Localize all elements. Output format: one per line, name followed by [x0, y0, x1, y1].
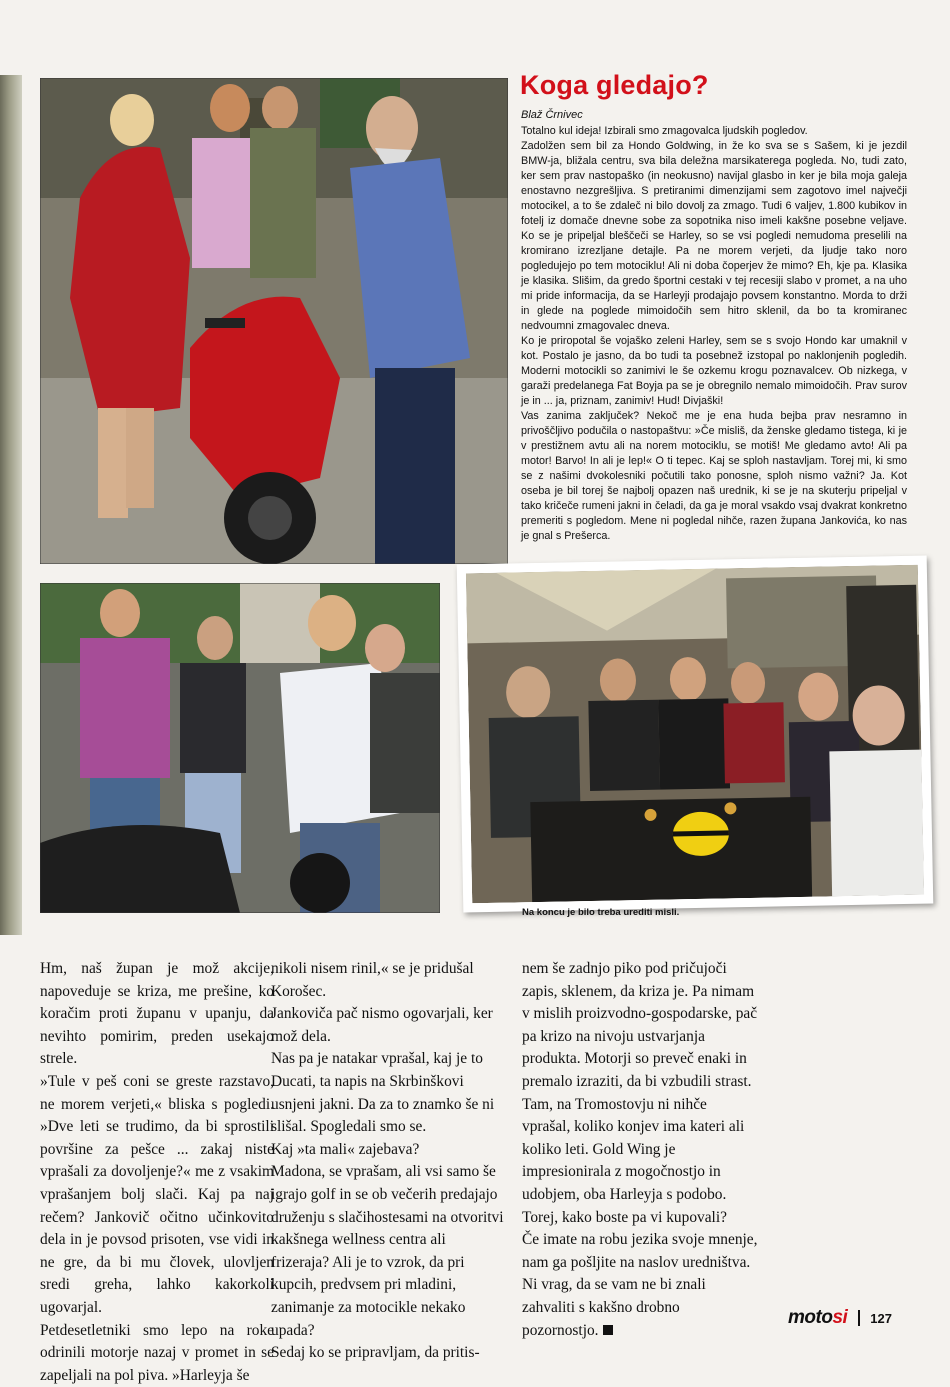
body-paragraph: Sedaj ko se pripravljam, da pritis- [271, 1342, 505, 1365]
body-paragraph: Kaj »ta mali« zajebava? [271, 1139, 505, 1162]
body-paragraph: Nas pa je natakar vprašal, kaj je to Ducati, ta napis na Skrbinškovi usnjeni jakni. Da za to znamko še ni slišal. Spogledali smo se. [271, 1048, 505, 1138]
byline: Blaž Črnivec [521, 109, 583, 121]
body-paragraph: Jankoviča pač nismo ogovarjali, ker mož dela. [271, 1003, 505, 1048]
sidebar-text [521, 124, 907, 544]
body-paragraph: Petdesetletniki smo lepo na roke odrinili motorje nazaj v promet in se zapeljali na pol piva. »Harleyja še [40, 1320, 274, 1387]
body-paragraph: Hm, naš župan je mož akcije, napoveduje se kriza, me prešine, ko koračim proti županu v upanju, da nevihto pomirim, preden usekajo strele. [40, 958, 274, 1071]
sidebar-paragraph: Vas zanima zaključek? Nekoč me je ena huda bejba prav nesramno in privoščljivo podučila o nastopaštvu: »Če misliš, da ženske gledamo tistega, ki je v prestižnem avtu ali na norem motociklu, se motiš! Me gledamo avto! Ali pa motor! Barvo! In ali je lep!« O ti tepec. Kaj se sploh nastavljam. Torej mi, ki smo se z našimi dvokolesniki počutili tako ponosne, sploh nismo važni? Ja. Kot oseba je bil torej še najbolj opazen naš urednik, ki se je na skuterju pripeljal v tako kričeče rumeni jakni in čeladi, da ga je moral vsakdo vsaj dvakrat konkretno premeriti s pogledom. Mene ni pogledal nihče, razen župana Jankovića, ko nas je gnal s Prešerca. [521, 409, 907, 544]
logo-accent: si [832, 1307, 847, 1328]
magazine-logo [788, 1307, 847, 1329]
body-column-3 [522, 958, 758, 1342]
photo-red-motorcycle-crowd [40, 78, 508, 564]
body-paragraph: Madona, se vprašam, ali vsi samo še igrajo golf in se ob večerih predajajo druženju s slačihostesami na otvoritvi kakšnega wellness centra ali frizeraja? Ali je to vzrok, da pri kupcih, predvsem pri mladini, zanimanje za motocikle nekako upada? [271, 1161, 505, 1342]
body-paragraph: nem še zadnjo piko pod pričujoči zapis, sklenem, da kriza je. Pa nimam v mislih proizvodno-gospodarske, pač pa krizo na nivoju ustvarjanja produkta. Motorji so preveč enaki in premalo izraziti, da bi vzbudili strast. Tam, na Tromostovju ni nihče vprašal, koliko konjev ima kateri ali koliko leti. Gold Wing je impresionirala z mogočnostjo in udobjem, oba Harleyja s podobo. [522, 958, 758, 1207]
body-paragraph: Torej, kako boste pa vi kupovali? [522, 1207, 758, 1230]
article-headline: Koga gledajo? [520, 70, 709, 101]
sidebar-paragraph: Ko je priropotal še vojaško zeleni Harley, sem se s svojo Hondo kar umaknil v kot. Postalo je jasno, da bo tudi ta posebnež izstopal po naklonjenih pogledih. Moderni motocikli so zanimivi le še ozkemu krogu poznavalcev. Ob nizkega, v garaži predelanega Fat Boyja pa se je obregnilo nemalo mimoidočih. Prav surov je in ... ja, priznam, zanimiv! Hud! Divjaški! [521, 334, 907, 409]
photo-cafe-table-bikers [457, 556, 934, 913]
page-footer [788, 1305, 892, 1331]
body-paragraph: »Tule v peš coni se greste razstavo, ne morem verjeti,« bliska s pogledi. »Dve leti se trudimo, da bi sprostili površine za pešce ... zakaj niste vprašali za dovoljenje?« me z vsakim vprašanjem bolj slači. Kaj pa naj rečem? Jankovič očitno učinkovito dela in je povsod prisoten, vse vidi in ne gre, da bi mu človek, ulovljen sredi greha, lahko kakorkoli ugovarjal. [40, 1071, 274, 1320]
page-number: 127 [870, 1311, 892, 1326]
sidebar-paragraph: Zadolžen sem bil za Hondo Goldwing, in že ko sva se s Sašem, ki je jezdil BMW-ja, bližala centru, sva bila deležna marsikaterega pogleda. No, tudi zato, ker sem prav nastopaško (in neokusno) navijal glasbo in ker je bila moja galeja enostavno nezgrešljiva. S pretiranimi dimenzijami sem zagotovo imel največji motocikel, a to še zdaleč ni bilo dovolj za zmago. Tudi 6 valjev, 1.800 kubikov in fotelj iz domače dnevne sobe za sopotnika niso imeli kakšne posebne veljave. Ko se je pripeljal bleščeči se Harley, so se vsi pogledi nemudoma preselili na kromirano izrezljane detajle. Pa ne morem verjeti, da ljudje tako noro pogledujejo po tem motociklu! Ali ni doba čoperjev že mimo? Eh, kje pa. Klasika je klasika. Slišim, da gredo športni cestaki v tej recesiji slabo v promet, a na uho mi pride informacija, da se Harleyji prodajajo povsem konstantno. Morda to drži in glede na poglede mimoidočih sem hitro sklenil, da bo ta kromiranec nedvoumni zmagovalec dneva. [521, 139, 907, 334]
body-paragraph: Če imate na robu jezika svoje mnenje, nam ga pošljite na naslov uredništva. [522, 1229, 758, 1274]
body-text: Ni vrag, da se vam ne bi znali zahvaliti s kakšno drobno pozornostjo. [522, 1276, 706, 1338]
body-paragraph-last [522, 1274, 758, 1342]
body-paragraph: nikoli nisem rinil,« se je pridušal Korošec. [271, 958, 505, 1003]
photo-caption: Na koncu je bilo treba urediti misli. [522, 907, 679, 918]
body-column-1 [40, 958, 274, 1387]
footer-divider [858, 1310, 860, 1326]
photo-people-around-scooters [40, 583, 440, 913]
previous-page-edge [0, 75, 22, 935]
sidebar-paragraph: Totalno kul ideja! Izbirali smo zmagovalca ljudskih pogledov. [521, 124, 907, 139]
body-column-2 [271, 958, 505, 1365]
end-of-article-mark [603, 1325, 613, 1335]
logo-main: moto [788, 1307, 832, 1328]
